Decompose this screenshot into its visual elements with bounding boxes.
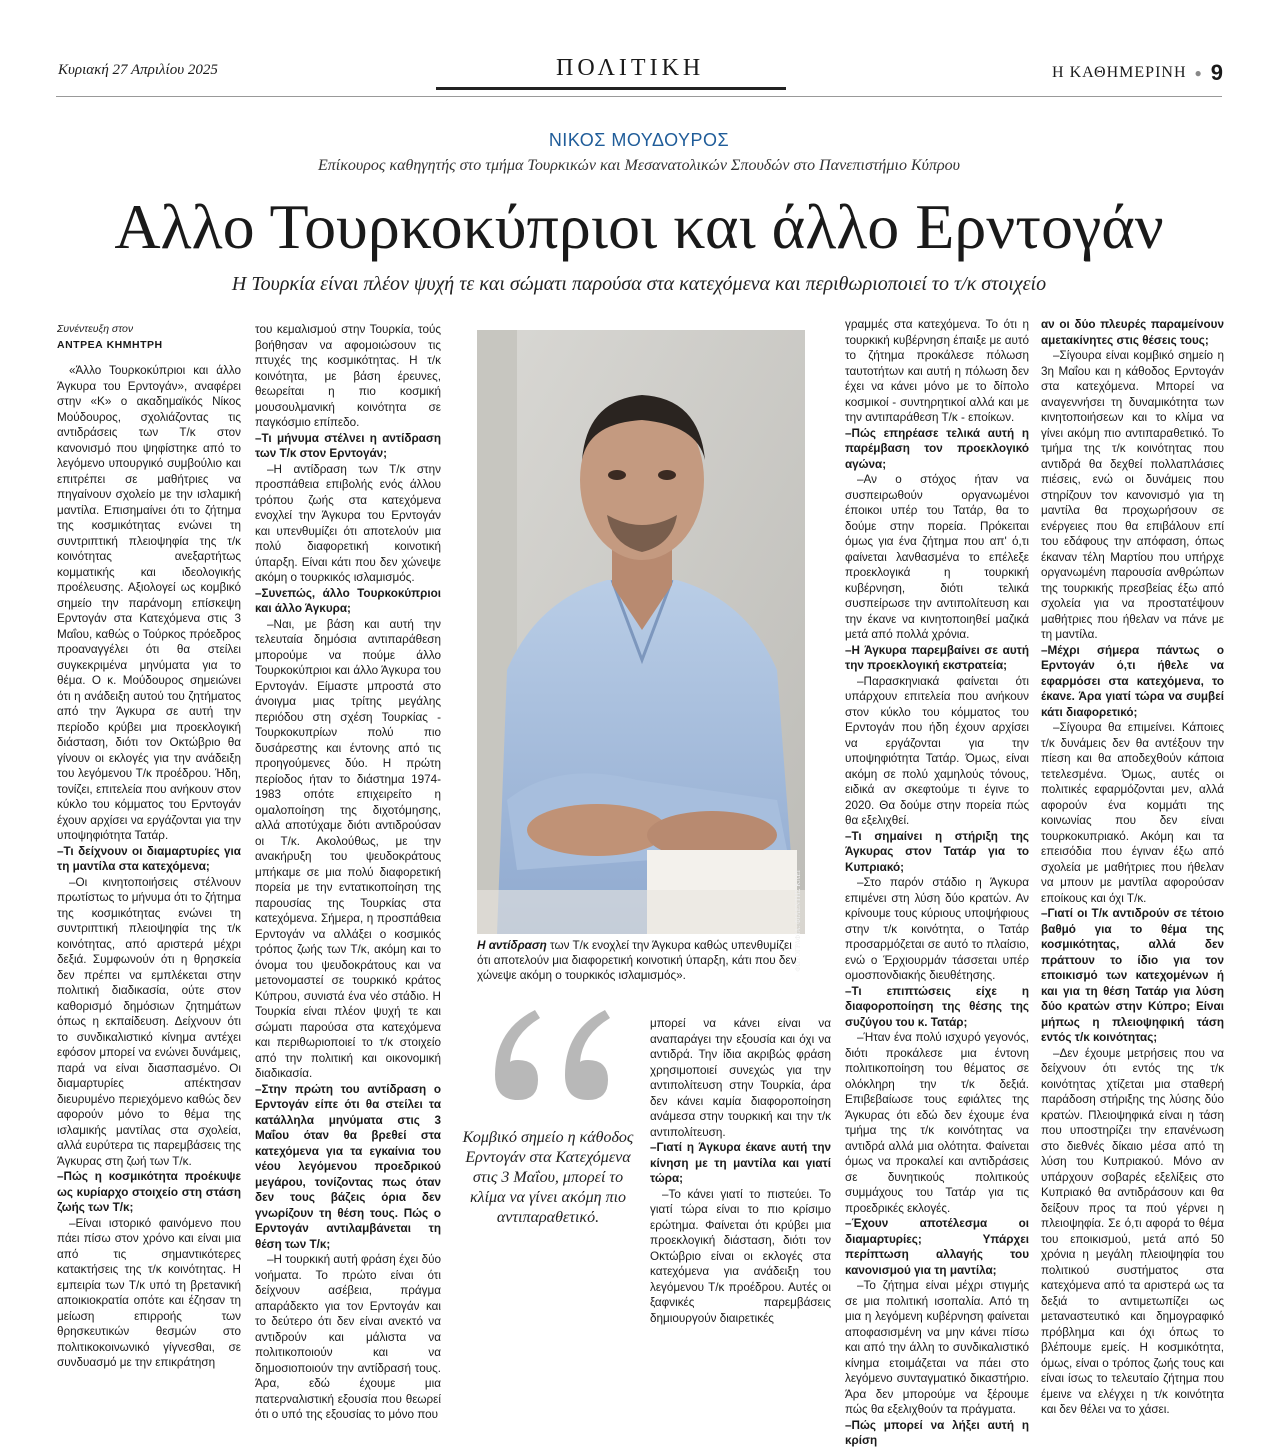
column-body [255,322,441,1423]
author-name: ΝΙΚΟΣ ΜΟΥΔΟΥΡΟΣ [548,130,730,150]
quote-mark-icon [480,990,620,1110]
page-number: 9 [1210,60,1224,85]
interview-question: –Πώς επηρέασε τελικά αυτή η παρέμβαση τον προεκλογικό αγώνα; [845,426,1029,471]
interview-question: –Τι δείχνουν οι διαμαρτυρίες για τη μαντίλα στα κατεχόμενα; [57,844,241,873]
paragraph: –Είναι ιστορικό φαινόμενο που πάει πίσω στον χρόνο και είναι μια από τις σημαντικότερες κατακτήσεις της τ/κ κοινότητας. Η εμπειρία των Τ/κ υπό τη βρετανική αποικιοκρατία οπότε και έζησαν τη μείωση επιρροής των θρησκευτικών θεσμών στο πολιτικοκοινωνικό γίγνεσθαι, σε συνδυασμό με την επικράτηση [57,1216,241,1369]
interview-question: –Η Άγκυρα παρεμβαίνει σε αυτή την προεκλογική εκστρατεία; [845,643,1029,672]
paragraph: –Η αντίδραση των Τ/κ στην προσπάθεια επιβολής ενός άλλου τρόπου ζωής στα κατεχόμενα ενοχλεί την Άγκυρα του Ερντογάν και υπενθυμίζει ότι αποτελούν μια πολύ διαφορετική κοινοτική ύπαρξη. Είναι κάτι που δεν χώνεψε ακόμη ο τουρκικός ισλαμισμός. [255,462,441,584]
paragraph: του κεμαλισμού στην Τουρκία, τούς βοήθησαν να αφομοιώσουν τις πτυχές της κοσμικότητας. Η τ/κ κοινότητα, με βάση έρευνες, θεωρείται η πιο κοσμική μουσουλμανική κοινότητα σε παγκόσμιο επίπεδο. [255,323,441,429]
paragraph: –Σίγουρα είναι κομβικό σημείο η 3η Μαΐου και η κάθοδος Ερντογάν στα κατεχόμενα. Μπορεί να αναγεννήσει τη δυναμικότητα των κινητοποιήσεων και το κλίμα να γίνει ακόμη πιο αντιπαραθετικό. Το τμήμα της τ/κ κοινότητας που αντιδρά θα δεχθεί πολλαπλάσιες πιέσεις, ενώ οι δυνάμεις που στηρίζουν τον κανονισμό για τη μαντίλα θα προχωρήσουν σε ενέργειες που θα επιβάλουν επί του εδάφους την απόφαση, όπως έκαναν τέλη Μαρτίου που υπήρχε οργανωμένη παρουσία ανθρώπων της τουρκικής πρεσβείας έξω από σχολεία για να προστατέψουν μαθήτριες που ήθελαν να πάνε με τη μαντίλα. [1041,349,1224,641]
interview-label: Συνέντευξη στον [57,323,134,335]
interview-question: –Γιατί η Άγκυρα έκανε αυτή την κίνηση με τη μαντίλα και γιατί τώρα; [650,1141,831,1185]
interview-question: –Στην πρώτη του αντίδραση ο Ερντογάν είπε ότι θα στείλει τα κατάλληλα μηνύματα στις 3 Μαΐου όταν θα βρεθεί στα κατεχόμενα για τα εγκαίνια του νέου λεγόμενου προεδρικού μεγάρου, τονίζοντας πως όταν δεν τους βάζεις όρια δεν γνωρίζουν τη θέση τους. Πώς ο Ερντογάν αντιλαμβάνεται τη θέση των Τ/κ; [255,1082,441,1251]
header-divider [56,96,1222,97]
interview-question: –Τι επιπτώσεις είχε η διαφοροποίηση της θέσης της συζύγου του κ. Τατάρ; [845,984,1029,1029]
paragraph: –Παρασκηνιακά φαίνεται ότι υπάρχουν επιτελεία που ανήκουν στον κύκλο του κόμματος του Ερντογάν που ήδη έχουν αρχίσει να εργάζονται για την υποψηφιότητα Τατάρ. Όμως, είναι ακόμη σε πολύ χαμηλούς τόνους, ειδικά αν σκεφτούμε τι έγινε το 2020. Θα δούμε στην πορεία πώς θα εξελιχθεί. [845,674,1029,827]
paragraph: –Οι κινητοποιήσεις στέλνουν πρωτίστως το μήνυμα ότι το ζήτημα της κοσμικότητας ενώνει τη συντριπτική πλειοψηφία της τ/κ κοινότητας, από αριστερά μέχρι δεξιά. Συμφωνούν ότι η θρησκεία δεν πρέπει να εμπλέκεται στην πολιτική διαδικασία, ούτε στον καθορισμό δημόσιων ζητημάτων όπως η εκπαίδευση. Δείχνουν ότι το συνδικαλιστικό κίνημα αντέχει εφόσον μπορεί να ενώνει δυνάμεις, παρά να είναι διασπασμένο. Οι διαμαρτυρίες απέκτησαν διευρυμένο περιεχόμενο καθώς δεν αφορούν μόνο το θέμα της ισλαμικής μαντίλας στα σχολεία, αλλά ευρύτερα τις παρεμβάσεις της Άγκυρας στη ζωή των Τ/κ. [57,875,242,1168]
interview-question: –Έχουν αποτέλεσμα οι διαμαρτυρίες; Υπάρχει περίπτωση αλλαγής του κανονισμού για τη μαντίλα; [845,1217,1029,1277]
author-role: Επίκουρος καθηγητής στο τμήμα Τουρκικών και Μεσανατολικών Σπουδών στο Πανεπιστήμιο Κύπρου [317,157,961,174]
interview-question: –Τι μήνυμα στέλνει η αντίδραση των Τ/κ στον Ερντογάν; [255,431,441,460]
paragraph: –Δεν έχουμε μετρήσεις που να δείχνουν ότι εντός της τ/κ κοινότητας χτίζεται μια σταθερή παράδοση στήριξης της λύσης δύο κρατών. Πλειοψηφικά είναι η τάση που υποστηρίζει την επανένωση στο διεθνές δίκαιο μέσα από τη λύση του Κυπριακού. Μόνο αν υπάρχουν σοβαρές εξελίξεις στο Κυπριακό θα αντιδράσουν και θα δείξουν προς τα πού γέρνει η πλειοψηφία. Σε ό,τι αφορά το θέμα του εποικισμού, μετά από 50 χρόνια η μεγάλη πλειοψηφία του πολιτικού συστήματος στα κατεχόμενα από τα αριστερά ως τα δεξιά το αντιμετωπίζει ως μεταναστευτικό και δημογραφικό πρόβλημα και όχι όπως το βλέπουμε εμείς. Η κοσμικότητα, όμως, είναι ο τρόπος ζωής τους και είναι ίσως το τελευταίο ζήτημα που έμεινε να ελέγχει η τ/κ κοινότητα και δεν θέλει να το χάσει. [1041,1046,1224,1416]
paragraph: –Ναι, με βάση και αυτή την τελευταία δημόσια αντιπαράθεση μπορούμε να πούμε άλλο Τουρκοκύπριοι και άλλο Άγκυρα του Ερντογάν. Είμαστε μπροστά στο άνοιγμα μιας τρίτης μεγάλης περιόδου στη σχέση Τουρκίας - Τουρκοκυπρίων πολύ πιο δυσάρεστης και έντονης από τις προηγούμενες δύο. Η πρώτη περίοδος ήταν το διάστημα 1974-1983 οπότε επιχειρείτο η ομαλοποίηση της διχοτόμησης, αλλά αποτύχαμε διότι αντιδρούσαν οι Τ/κ. Ακολούθως, με την ανακήρυξη του ψευδοκράτους μπήκαμε σε μια πολύ διαφορετική πορεία με την εντατικοποίηση της παρουσίας της Τουρκίας στα κατεχόμενα. Σήμερα, η προσπάθεια Ερντογάν να αλλάξει ο κοσμικός τρόπος ζωής των Τ/κ, ακόμη και το όνομα του ψευδοκράτους και να μετονομαστεί σε τουρκικό κράτος Κύπρου, συνιστά ένα νέο στάδιο. Η Τουρκία είναι πλέον ψυχή τε και σώματι παρούσα στα κατεχόμενα και περιθωριοποιεί το τ/κ στοιχείο από την πολιτική και οικονομική διαδικασία. [255,617,441,1080]
paragraph: –Σίγουρα θα επιμείνει. Κάποιες τ/κ δυνάμεις δεν θα αντέξουν την πίεση και θα αποδεχθούν κάποια τετελεσμένα. Όμως, αυτές οι πολιτικές εφαρμόζονται μεν, αλλά αφορούν ένα κομμάτι της κοινωνίας που δεν είναι τουρκοκυπριακό. Ακόμη και τα επεισόδια που έγιναν έξω από σχολεία με μαθήτριες που ήθελαν να μπουν με μαντίλα αφορούσαν εποίκους και όχι Τ/κ. [1041,721,1224,905]
paragraph: –Το ζήτημα είναι μέχρι στιγμής σε μια πολιτική ισοπαλία. Από τη μια η λεγόμενη κυβέρνηση φαίνεται αποφασισμένη να μην κάνει πίσω και από την άλλη το συνδικαλιστικό κίνημα ετοιμάζεται να πάει στο λεγόμενο συνταγματικό δικαστήριο. Άρα δεν μπορούμε να ξέρουμε πώς θα εξελιχθούν τα πράγματα. [845,1279,1029,1416]
article-column-1 [57,322,242,1369]
interview-question: –Πώς η κοσμικότητα προέκυψε ως κυρίαρχο στοιχείο στη στάση ζωής των Τ/κ; [57,1170,241,1214]
subheadline: Η Τουρκία είναι πλέον ψυχή τε και σώματι παρούσα στα κατεχόμενα και περιθωριοποιεί το τ/κ στοιχείο [231,273,1047,295]
newspaper-name: Η ΚΑΘΗΜΕΡΙΝΗ [1052,64,1187,81]
portrait-image [477,330,805,934]
interview-question: –Γιατί οι Τ/κ αντιδρούν σε τέτοιο βαθμό για το θέμα της κοσμικότητας, αλλά δεν πράττουν το ίδιο για τον εποικισμό των κατεχομένων ή και για τη θέση Τατάρ για λύση δύο κρατών στην Κύπρο; Είναι μήπως η πλειοψηφική τάση εντός τ/κ κοινότητας; [1041,907,1224,1044]
article-column-5 [1041,317,1224,1416]
headline: Αλλο Τουρκοκύπριοι και άλλο Ερντογάν [114,191,1164,262]
interview-question: –Τι σημαίνει η στήριξη της Άγκυρας στον Τατάρ για το Κυπριακό; [845,829,1029,874]
column-body [1041,317,1224,1418]
paragraph: γραμμές στα κατεχόμενα. Το ότι η τουρκική κυβέρνηση έπαιξε με αυτό το ζήτημα προκάλεσε πόλωση ταυτοτήτων και αυτή η πόλωση δεν έχει να κάνει μόνο με το δίπολο κοσμικοί - συντηρητικοί αλλά και με την αντιπαράθεση Τ/κ - εποίκων. [845,318,1029,424]
masthead-right [1052,60,1224,86]
paragraph: –Αν ο στόχος ήταν να συσπειρωθούν οργανωμένοι έποικοι υπέρ του Τατάρ, θα το δούμε στην πορεία. Πρόκειται όμως για ένα ζήτημα που απ' ό,τι φαίνεται λανθασμένα το επέλεξε προεκλογικά η τουρκική κυβέρνηση, διότι τελικά συσπείρωσε την αντιπολίτευση και την έκανε να κινητοποιηθεί μαζικά μετά από πολλά χρόνια. [845,473,1029,641]
paragraph: –Η τουρκική αυτή φράση έχει δύο νοήματα. Το πρώτο είναι ότι δείχνουν ασέβεια, πράγμα απαράδεκτο για τον Ερντογάν και το δεύτερο ότι δεν είναι ανεκτό να αντιδρούν και μάλιστα να πολιτικοποιούν και να δημοσιοποιούν την αντίδρασή τους. Άρα, εδώ έχουμε μια πατερναλιστική εξουσία που θεωρεί ότι ο υπό της εξουσίας το μόνο που [255,1253,441,1421]
interview-question: –Πώς μπορεί να λήξει αυτή η κρίση [845,1418,1029,1447]
photo-credit: ΦΩΤΟΓΡΑΦΙΑ: ΦΙΛΕΝΤΗΣ ΚΛΕΙ [794,870,802,972]
paragraph: –Ήταν ένα πολύ ισχυρό γεγονός, διότι προκάλεσε μια έντονη πολιτικοποίηση του θέματος σε ολόκληρη την τ/κ δεξιά. Επιβεβαίωσε τους εφιάλτες της Άγκυρας ότι εδώ δεν έχουμε ένα τμήμα της τ/κ κοινότητας να αντιδρά αλλά μια ολότητα. Φαίνεται όμως να προκαλεί και αντιδράσεις σε δυνητικούς πολιτικούς συμμάχους του Τατάρ για τις προεδρικές εκλογές. [845,1031,1029,1215]
interview-question: –Μέχρι σήμερα πάντως ο Ερντογάν ό,τι ήθελε να εφαρμόσει στα κατεχόμενα, το έκανε. Άρα γιατί τώρα να συμβεί κάτι διαφορετικό; [1041,643,1224,719]
paragraph: μπορεί να κάνει είναι να αναπαράγει την εξουσία και όχι να αντιδρά. Την ίδια ακριβώς φράση χρησιμοποιεί συνεχώς για την αντιπολίτευση στην Τουρκία, άρα δεν κάνει καμία διαφοροποίηση ανάμεσα στην τουρκική και την τ/κ αντιπολίτευση. [650,1017,831,1139]
column-body [845,317,1029,1449]
paragraph: –Το κάνει γιατί το πιστεύει. Το γιατί τώρα είναι το πιο κρίσιμο ερώτημα. Φαίνεται ότι κρύβει μια προεκλογική διάσταση, διότι τον Οκτώβριο είναι οι εκλογές στα κατεχόμενα για ανάδειξη του λεγόμενου Τ/κ προέδρου. Αυτές οι ξαφνικές παρεμβάσεις δημιουργούν διαιρετικές [650,1187,831,1325]
pull-quote: Κομβικό σημείο η κάθοδος Ερντογάν στα Κατεχόμενα στις 3 Μαΐου, μπορεί το κλίμα να γίνει ακόμη πιο αντιπαραθετικό. [462,1129,634,1226]
interview-question: –Συνεπώς, άλλο Τουρκοκύπριοι και άλλο Άγκυρα; [255,586,441,615]
article-column-3 [650,1016,831,1325]
article-column-2 [255,322,441,1421]
photo-caption [477,938,805,983]
issue-date: Κυριακή 27 Απριλίου 2025 [58,62,218,78]
interview-question: αν οι δύο πλευρές παραμείνουν αμετακίνητες στις θέσεις τους; [1041,318,1224,347]
article-column-4 [845,317,1029,1447]
bullet-icon: ● [1194,65,1203,80]
paragraph: «Άλλο Τουρκοκύπριοι και άλλο Άγκυρα του Ερντογάν», αναφέρει στην «Κ» ο ακαδημαϊκός Νίκος Μούδουρος, σχολιάζοντας τις αντιδράσεις των Τ/κ στον κανονισμό που ψηφίστηκε από το λεγόμενο υπουργικό συμβούλιο και επιτρέπει σε μαθήτριες να πηγαίνουν σχολείο με την ισλαμική μαντίλα. Επισημαίνει ότι το ζήτημα της κοσμικότητας ενώνει τη συντριπτική πλειοψηφία της τ/κ κοινότητας ανεξαρτήτως κομματικής και ιδεολογικής προέλευσης. Αξιολογεί ως κομβικό σημείο την παράνομη επίσκεψη Ερντογάν στα Κατεχόμενα στις 3 Μαΐου, καθώς ο Τούρκος πρόεδρος προαναγγέλει ότι θα στείλει συγκεκριμένα μηνύματα για το θέμα. Ο κ. Μούδουρος σημειώνει ότι η ανάδειξη αυτού του ζητήματος από την Άγκυρα σε αυτή την περίοδο κρύβει μια προεκλογική διάσταση, διότι τον Οκτώβριο θα γίνουν οι εκλογές για την ανάδειξη του λεγόμενου Τ/κ προέδρου. Ήδη, τονίζει, επιτελεία που ανήκουν στον κύκλο του κόμματος του Ερντογάν έχουν αρχίσει να εργάζονται για την υποψηφιότητα Τατάρ. [57,364,241,842]
section-underline [436,87,786,90]
column-body [650,1016,831,1326]
paragraph: –Στο παρόν στάδιο η Άγκυρα επιμένει στη λύση δύο κρατών. Αν κρίνουμε τους κύριους υποψήφιους στην τ/κ κοινότητα, ο Τατάρ προσαρμόζεται σε αυτό το πλαίσιο, ενώ ο Έρχιουρμάν τάσσεται υπέρ ομοσπονδιακής διευθέτησης. [845,876,1029,982]
interviewer-name: ΑΝΤΡΕΑ ΚΗΜΗΤΡΗ [57,338,163,351]
caption-text: των Τ/κ ενοχλεί την Άγκυρα καθώς υπενθυμίζει ότι αποτελούν μια διαφορετική κοινοτική ύπαρξη, κάτι που δεν χώνεψε ακόμη ο τουρκικός ισλαμισμός». [477,939,797,982]
section-title: ΠΟΛΙΤΙΚΗ [556,55,705,81]
caption-lead: Η αντίδραση [477,939,547,952]
interviewee-photo [477,330,805,934]
column-body [57,363,241,1371]
